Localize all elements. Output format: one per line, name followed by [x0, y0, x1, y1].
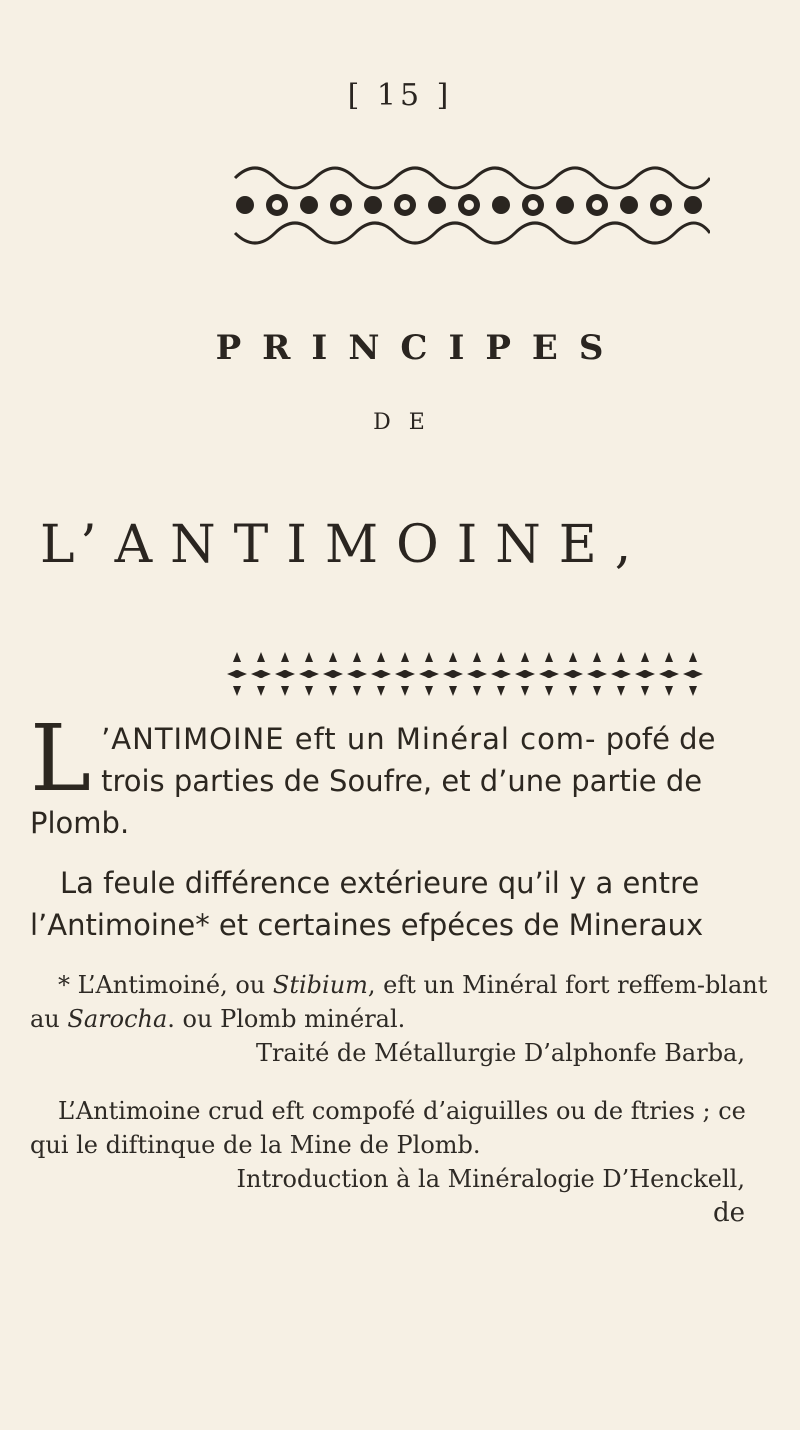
drop-cap: L: [30, 705, 92, 812]
footnote-2: L’Antimoine crud eft compofé d’aiguilles ou de ftries ; ce qui le diftinque de la Mine de Plomb.: [30, 1097, 746, 1159]
second-paragraph: La feule différence extérieure qu’il y a entre l’Antimoine* et certaines efpéces de Mineraux: [30, 866, 704, 942]
catchword: de: [712, 1198, 745, 1228]
footnote-2-source: Introduction à la Minéralogie D’Henckell,: [236, 1165, 745, 1193]
footnote-1-source: Traité de Métallurgie D’alphonfe Barba,: [255, 1039, 745, 1067]
note1-sarocha: Sarocha: [67, 1005, 168, 1033]
note1-part-b: , eft un Minéral fort reffem-blant au: [30, 971, 768, 1033]
headpiece-ornament: [225, 148, 710, 258]
note1-part-a: * L’Antimoiné, ou: [58, 971, 273, 999]
fleuron-band-ornament: [225, 648, 715, 700]
page-number: [ 15 ]: [347, 78, 453, 113]
footnotes: [30, 968, 785, 1230]
note1-stibium: Stibium: [272, 971, 368, 999]
opening-paragraph: [30, 705, 785, 844]
title-de: DE: [373, 410, 443, 435]
note1-part-c: . ou Plomb minéral.: [167, 1005, 406, 1033]
chapter-subtitle: L’ANTIMOINE,: [40, 515, 650, 575]
lead-line: ’ANTIMOINE eft un Minéral com-: [101, 722, 597, 756]
lead-rest: pofé de trois parties de Soufre, et d’une partie de Plomb.: [30, 722, 716, 840]
footnote-1: [30, 968, 785, 1036]
chapter-title: PRINCIPES: [215, 328, 625, 368]
